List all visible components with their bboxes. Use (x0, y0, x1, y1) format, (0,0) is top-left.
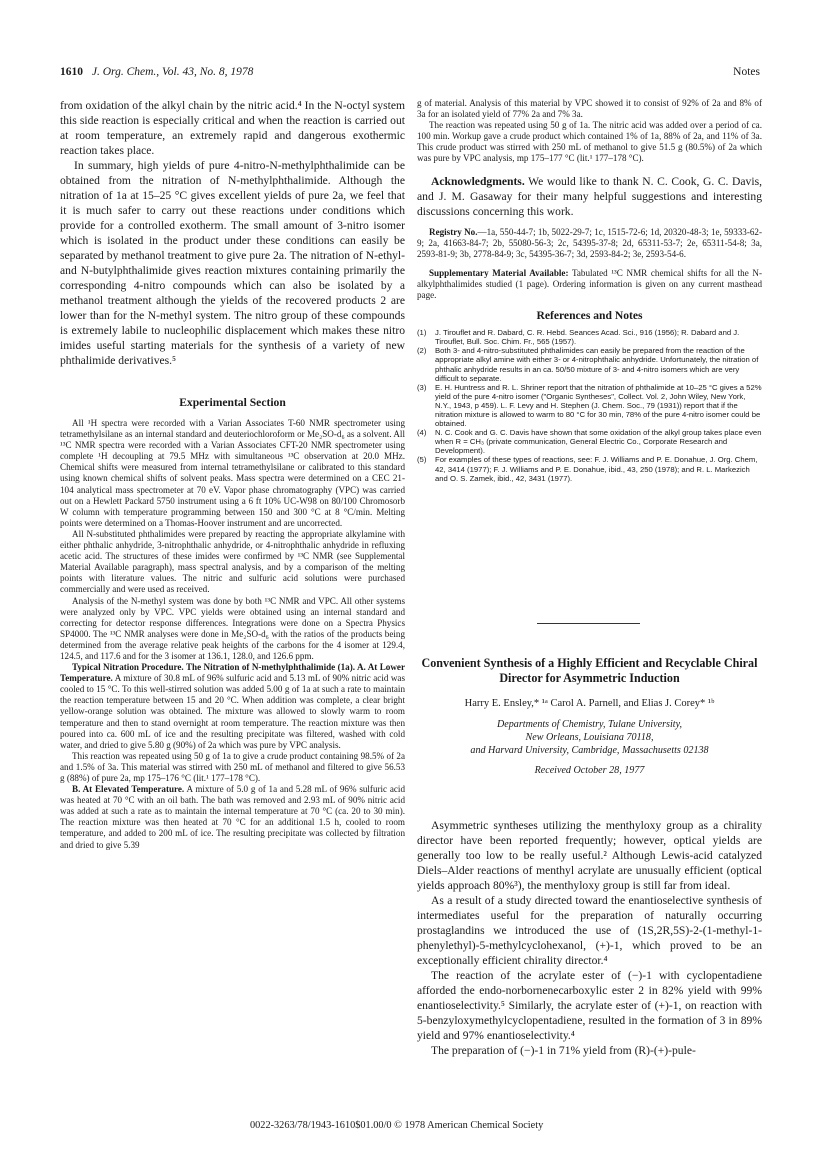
experimental-heading: Experimental Section (179, 396, 286, 409)
article-body (417, 818, 762, 1058)
reference-item (417, 346, 762, 382)
acknowledgments-lead: Acknowledgments. (431, 174, 525, 188)
reference-number: (4) (417, 428, 427, 438)
reference-text: E. H. Huntress and R. L. Shriner report that the nitration of phthalimide at 10–25 °C gives a 52% yield of the pure 4-nitro isomer ("Organic Syntheses", Collect. Vol. 2, John Wiley, New York, N.Y., 1943, p 459). L. F. Levy and H. Stephen (J. Chem. Soc., 79 (1931)) report that if the nitration mixture is allowed to warm to 80 °C for 30 min, 78% of the pure 4-nitro isomer could be obtained. (435, 382, 762, 429)
reference-text: N. C. Cook and G. C. Davis have shown that some oxidation of the alkyl group takes place even when R = CH₃ (private communication, General Electric Co., Corporate Research and Development). (435, 428, 762, 456)
elevated-lead: B. At Elevated Temperature. (72, 784, 185, 795)
registry-lead: Registry No. (429, 226, 478, 237)
supplementary-text: Tabulated ¹³C NMR chemical shifts for all the N-alkylphthalimides studied (1 page). Ordering information is given on any current masthead page. (417, 267, 763, 301)
paragraph (417, 268, 762, 301)
paragraph: The reaction was repeated using 50 g of 1a. The nitric acid was added over a period of ca. 100 min. Workup gave a crude product which contained 1% of 1a, 88% of 2a, and 11% of 3a. This crude product was stirred with 250 mL of methanol to give 51.5 g (80.5%) of 2a which was pure by VPC analysis, mp 175–177 °C (lit.¹ 177–178 °C). (417, 120, 762, 164)
procedure-text: A mixture of 30.8 mL of 96% sulfuric acid and 5.13 mL of 90% nitric acid was cooled to 15 °C. To this well-stirred solution was added 5.00 g of 1a at such a rate to maintain the reaction temperature between 15 and 20 °C. When addition was complete, a clear bright yellow-orange solution was obtained. The mixture was allowed to slowly warm to room temperature and then to stand overnight at room temperature. The reaction mixture was then poured into ca. 600 mL of ice and the resulting precipitate was filtered, washed with cold water, and dried to give 5.80 g (90%) of 2a which was pure by VPC analysis. (60, 673, 405, 750)
section-label: Notes (733, 66, 760, 78)
reference-number: (3) (417, 382, 427, 392)
paragraph: This reaction was repeated using 50 g of 1a to give a crude product containing 98.5% of 2a and 1.5% of 3a. This material was stirred with 250 mL of methanol and filtered to give 56.53 g (88%) of pure 2a, mp 175–176 °C (lit.¹ 177–178 °C). (60, 750, 405, 783)
registry-numbers (417, 227, 762, 260)
paragraph: As a result of a study directed toward the enantioselective synthesis of intermediates useful for the preparation of naturally occurring prostaglandins we introduced the use of (1S,2R,5S)-2-(1-methyl-1-phenylethyl)-5-methylcyclohexanol, (+)-1, which proved to be an exceptionally efficient chirality director.⁴ (417, 894, 762, 967)
paragraph: In summary, high yields of pure 4-nitro-N-methylphthalimide can be obtained from the nitration of N-methylphthalimide. Although the nitration of 1a at 15–25 °C gives excellent yields of pure 2a, we feel that it is much safer to carry out these reactions under conditions which provide for a controlled exotherm. The small amount of 3-nitro isomer which is isolated in the product under these conditions can easily be separated by methanol treatment to give pure 2a. The nitration of N-ethyl- and N-butylphthalimide gives reaction mixtures containing primarily the corresponding 4-nitro compounds which can also be isolated by a methanol treatment although the yields of the recovered products 2 are lower than for the N-methyl system. The nitro group of these compounds is extremely labile to nucleophilic displacement which makes these nitro imides useful starting materials for the synthesis of a variety of new phthalimide derivatives.⁵ (60, 159, 405, 367)
paragraph (417, 227, 762, 260)
paragraph: g of material. Analysis of this material by VPC showed it to consist of 92% of 2a and 8% of 3a for an isolated yield of 77% 2a and 7% 3a. (417, 98, 762, 120)
reference-number: (2) (417, 346, 427, 356)
left-column (60, 98, 405, 851)
affiliation-line: New Orleans, Louisiana 70118, (525, 732, 654, 743)
registry-text: —1a, 550-44-7; 1b, 5022-29-7; 1c, 1515-72-6; 1d, 20320-48-3; 1e, 59333-62-9; 2a, 41663-84-7; 2b, 55080-56-3; 2c, 54395-37-8; 2d, 65311-53-7; 2e, 65311-54-8; 3a, 2593-81-9; 3b, 2778-84-9; 3c, 54395-36-7; 3d, 2593-84-2; 3e, 2593-54-6. (417, 226, 762, 259)
acknowledgments-text: We would like to thank N. C. Cook, G. C. Davis, and J. M. Gasaway for their many helpful suggestions and interesting discussions concerning this work. (417, 174, 762, 218)
reference-item (417, 383, 762, 428)
journal-citation: J. Org. Chem., Vol. 43, No. 8, 1978 (91, 66, 254, 78)
paragraph: All ¹H spectra were recorded with a Varian Associates T-60 NMR spectrometer using tetramethylsilane as an internal standard and deuteriochloroform or Me₂SO-d₆ as a solvent. All ¹³C NMR spectra were recorded with a Varian Associates CFT-20 NMR spectrometer using complete ¹H decoupling at 79.5 MHz with simultaneous ¹³C observation at 20.0 MHz. Chemical shifts were measured from internal tetramethylsilane or calibrated to this standard using known chemical shifts of solvent peaks. Mass spectra were determined on a CEC 21-104 analytical mass spectrometer at 70 eV. Vapor phase chromatography (VPC) was carried out on a Hewlett Packard 5750 instrument using a 6 ft 10% UC-W98 on 80/100 Chromosorb W column with temperature programming between 150 and 300 °C at 8 °C/min. Melting points were determined on a Thomas-Hoover instrument and are uncorrected. (60, 418, 405, 528)
experimental-text (60, 418, 405, 851)
references-heading: References and Notes (536, 309, 643, 323)
paragraph (417, 174, 762, 219)
reference-number: (5) (417, 455, 427, 465)
reference-item (417, 328, 762, 346)
paragraph: The reaction of the acrylate ester of (−)-1 with cyclopentadiene afforded the endo-norbornenecarboxylic ester 2 in 82% yield with 99% enantioselectivity.⁵ Similarly, the acrylate ester of (+)-1, on reaction with 5-benzyloxymethylcyclopentadiene, resulted in the formation of 3 in 89% yield and 97% enantioselectivity.⁴ (417, 969, 762, 1042)
reference-text: J. Tirouflet and R. Dabard, C. R. Hebd. Seances Acad. Sci., 916 (1956); R. Dabard and J. Tirouflet, Bull. Soc. Chim. Fr., 565 (1957). (435, 328, 740, 347)
reference-item (417, 455, 762, 482)
affiliation-line: and Harvard University, Cambridge, Massachusetts 02138 (470, 745, 709, 756)
elevated-text: A mixture of 5.0 g of 1a and 5.28 mL of 96% sulfuric acid was heated at 70 °C with an oil bath. The bath was removed and 2.93 mL of 90% nitric acid was added at such a rate as to maintain the internal temperature at 70 °C (ca. 20 to 30 min). The reaction mixture was then heated at 70 °C for an additional 1.5 h, cooled to room temperature, and added to 200 mL of ice. The resulting precipitate was collected by filtration and dried to give 5.39 (60, 784, 406, 850)
paragraph (60, 784, 405, 851)
procedure-lead: Typical Nitration Procedure. The Nitration of N-methylphthalimide (1a). A. At Lower Temperature. (60, 662, 405, 684)
supplementary-material (417, 268, 762, 301)
conclusion-text (60, 98, 405, 368)
article-authors: Harry E. Ensley,* ¹ᵃ Carol A. Parnell, and Elias J. Corey* ¹ᵇ (464, 698, 715, 709)
received-date: Received October 28, 1977 (534, 765, 645, 776)
paragraph: Asymmetric syntheses utilizing the menthyloxy group as a chirality director have been reported frequently; however, optical yields are generally too low to be really useful.² Although Lewis-acid catalyzed Diels–Alder reactions of menthyl acrylate are unusually efficient (optical yields approach 80%³), the menthyloxy group is still far from ideal. (417, 819, 762, 892)
reference-text: Both 3- and 4-nitro-substituted phthalimides can easily be prepared from the reaction of the appropriate alkyl amine with either 3- or 4-nitrophthalic anhydride. Unfortunately, the nitration of phthalic anhydride results in an ca. 50/50 mixture of 3- and 4-nitro isomers which are very difficult to separate. (435, 346, 759, 383)
continued-text (417, 98, 762, 165)
right-column (417, 98, 762, 483)
affiliation-line: Departments of Chemistry, Tulane University, (496, 719, 683, 730)
reference-text: For examples of these types of reactions, see: F. J. Williams and P. E. Donahue, J. Org. Chem, 42, 3414 (1977); F. J. Williams and P. E. Donahue, ibid., 43, 250 (1978); and R. L. Markezich and O. S. Zamek, ibid., 42, 3431 (1977). (435, 455, 758, 483)
paragraph: The preparation of (−)-1 in 71% yield from (R)-(+)-pule- (431, 1044, 696, 1057)
supplementary-lead: Supplementary Material Available: (429, 267, 569, 278)
reference-list (417, 328, 762, 483)
paragraph: All N-substituted phthalimides were prepared by reacting the appropriate alkylamine with either phthalic anhydride, 3-nitrophthalic anhydride, or 4-nitrophthalic anhydride in refluxing acetic acid. The structures of these imides were confirmed by ¹³C NMR (see Supplemental Material Available paragraph), mass spectral analysis, and by a comparison of the melting points with literature values. The nitric and sulfuric acid solutions were purchased commercially and were used as received. (60, 528, 405, 595)
page-footer: 0022-3263/78/1943-1610$01.00/0 © 1978 American Chemical Society (250, 1120, 544, 1131)
paragraph: from oxidation of the alkyl chain by the nitric acid.⁴ In the N-octyl system this side reaction is especially critical and when the reaction is carried out at room temperature, an extremely rapid and dangerous exothermic reaction takes place. (60, 99, 405, 157)
article-title: Convenient Synthesis of a Highly Efficient and Recyclable Chiral Director for Asymmetric Induction (421, 656, 758, 685)
reference-number: (1) (417, 328, 427, 338)
article-header (417, 656, 762, 776)
article-divider (537, 623, 640, 624)
paragraph (60, 662, 405, 751)
page-number: 1610 (60, 66, 83, 78)
running-header (60, 66, 760, 82)
reference-item (417, 428, 762, 455)
paragraph: Analysis of the N-methyl system was done by both ¹³C NMR and VPC. All other systems were analyzed only by VPC. VPC yields were obtained using an internal standard and correcting for detector response differences. Integrations were done on a Spectra Physics SP4000. The ¹³C NMR analyses were done in Me₂SO-d₆ with the ratios of the products being determined from the average relative peak heights of the carbons for the 4 isomer at 129.4, 124.5, and 117.6 and for the 3 isomer at 136.1, 128.0, and 126.6 ppm. (60, 595, 405, 661)
acknowledgments (417, 174, 762, 219)
